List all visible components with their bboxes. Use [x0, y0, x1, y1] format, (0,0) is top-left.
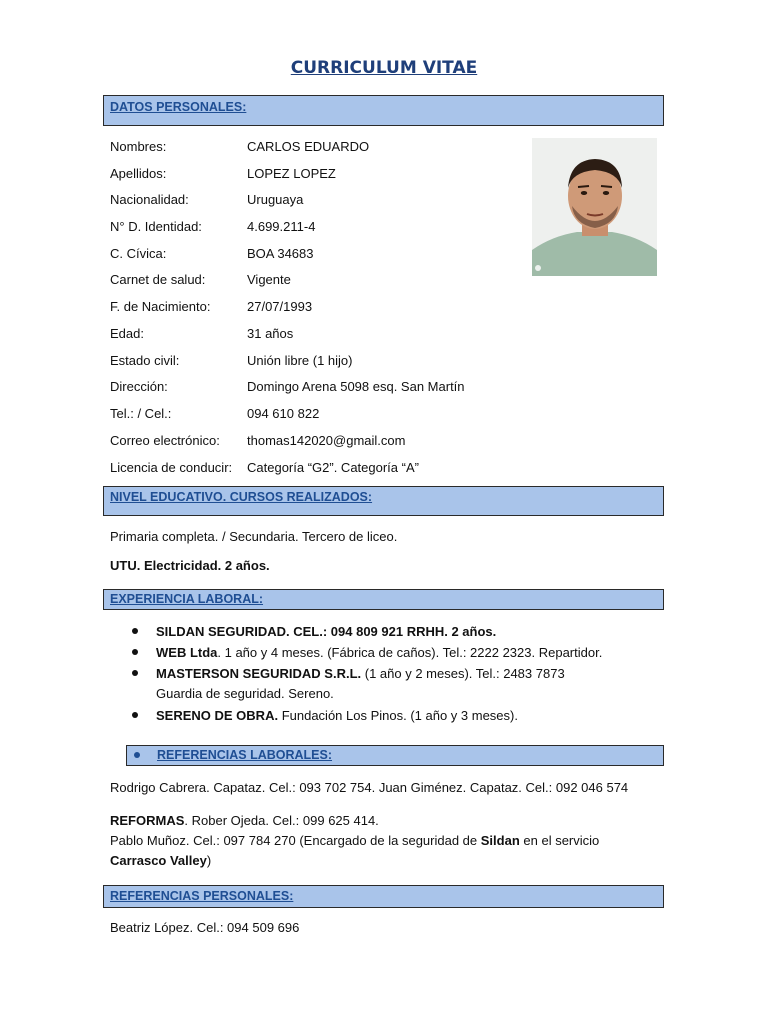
section-header-personal: DATOS PERSONALES:: [103, 95, 664, 126]
field-value: Uruguaya: [247, 192, 304, 207]
item-detail: . 1 año y 4 meses. (Fábrica de caños). Tel.: 2222 2323. Repartidor.: [217, 645, 603, 660]
list-item: [156, 666, 565, 682]
company-name: REFORMAS: [110, 813, 185, 828]
profile-photo: [532, 138, 657, 276]
field-label: Edad:: [110, 326, 144, 341]
field-label: Licencia de conducir:: [110, 460, 233, 475]
field-label: C. Cívica:: [110, 246, 167, 261]
company-name: WEB Ltda: [156, 645, 218, 660]
field-value: Categoría “G2”. Categoría “A”: [247, 460, 419, 475]
reference-line: Rodrigo Cabrera. Capataz. Cel.: 093 702 754. Juan Giménez. Capataz. Cel.: 092 046 574: [110, 780, 629, 795]
reference-detail: Pablo Muñoz. Cel.: 097 784 270 (Encargado de la seguridad de: [110, 833, 481, 848]
bullet-icon: [132, 649, 138, 655]
education-line: UTU. Electricidad. 2 años.: [110, 558, 270, 573]
section-header-experience: EXPERIENCIA LABORAL:: [103, 589, 664, 610]
field-value: Unión libre (1 hijo): [247, 353, 353, 368]
field-label: Nacionalidad:: [110, 192, 189, 207]
field-label: Estado civil:: [110, 353, 180, 368]
service-name: Carrasco Valley: [110, 853, 207, 868]
field-value: thomas142020@gmail.com: [247, 433, 406, 448]
field-label: Dirección:: [110, 379, 168, 394]
section-header-personal-references: REFERENCIAS PERSONALES:: [103, 885, 664, 908]
field-label: Apellidos:: [110, 166, 167, 181]
company-name: Sildan: [480, 833, 520, 848]
item-detail: (1 año y 2 meses). Tel.: 2483 7873: [361, 666, 565, 681]
field-value: 27/07/1993: [247, 299, 313, 314]
field-label: Correo electrónico:: [110, 433, 220, 448]
field-label: N° D. Identidad:: [110, 219, 202, 234]
section-title: REFERENCIAS LABORALES:: [157, 748, 333, 762]
reference-line: [110, 813, 379, 829]
section-header-work-references: [126, 745, 664, 766]
field-value: Domingo Arena 5098 esq. San Martín: [247, 379, 465, 394]
field-value: CARLOS EDUARDO: [247, 139, 370, 154]
bullet-icon: [132, 628, 138, 634]
list-item: [156, 708, 518, 724]
section-header-education: NIVEL EDUCATIVO. CURSOS REALIZADOS:: [103, 486, 664, 516]
field-label: F. de Nacimiento:: [110, 299, 211, 314]
field-value: 094 610 822: [247, 406, 320, 421]
field-value: Vigente: [247, 272, 291, 287]
list-item: SILDAN SEGURIDAD. CEL.: 094 809 921 RRHH. 2 años.: [156, 624, 497, 639]
item-detail: Fundación Los Pinos. (1 año y 3 meses).: [278, 708, 518, 723]
field-value: LOPEZ LOPEZ: [247, 166, 336, 181]
reference-line: Beatriz Lópe​z. Cel.: 094 509 696: [110, 920, 300, 935]
reference-detail: ): [206, 853, 212, 868]
field-value: BOA 34683: [247, 246, 314, 261]
list-item-continuation: Guardia de seguridad. Sereno.: [156, 686, 334, 701]
person-portrait-icon: [532, 138, 657, 276]
field-label: Carnet de salud:: [110, 272, 206, 287]
field-label: Nombres:: [110, 139, 167, 154]
bullet-icon: [134, 752, 140, 758]
reference-detail: . Rober Ojeda. Cel.: 099 625 414.: [184, 813, 379, 828]
reference-detail: en el servicio: [519, 833, 600, 848]
company-name: MASTERSON SEGURIDAD S.R.L.: [156, 666, 362, 681]
field-value: 31 años: [247, 326, 294, 341]
bullet-icon: [132, 670, 138, 676]
reference-line: [110, 833, 599, 849]
document-title: CURRICULUM VITAE: [290, 58, 478, 78]
bullet-icon: [132, 712, 138, 718]
field-label: Tel.: / Cel.:: [110, 406, 172, 421]
company-name: SERENO DE OBRA.: [156, 708, 279, 723]
field-value: 4.699.211-4: [247, 219, 316, 234]
reference-line: [110, 853, 211, 869]
education-line: Primaria completa. / Secundaria. Tercero de liceo.: [110, 529, 398, 544]
list-item: [156, 645, 602, 661]
